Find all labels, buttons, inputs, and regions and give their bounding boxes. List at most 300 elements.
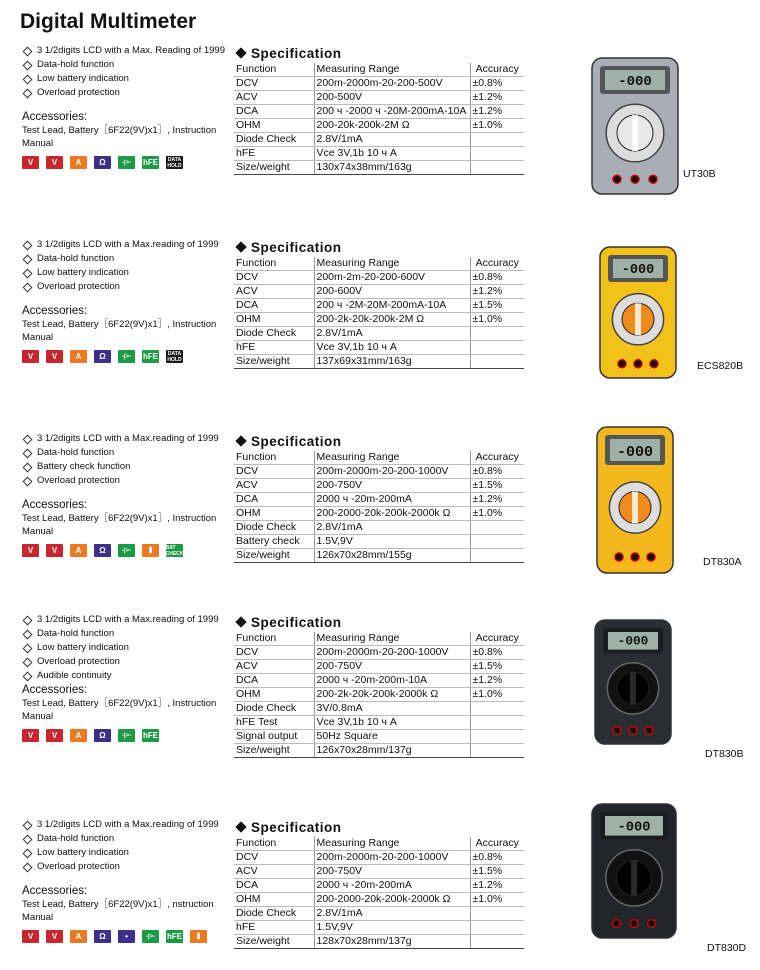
spec-row (234, 77, 524, 91)
spec-row (234, 465, 524, 479)
diamond-bullet-icon (23, 60, 33, 70)
spec-cell: Size/weight (234, 161, 314, 175)
spec-header-row (234, 63, 524, 77)
spec-row (234, 716, 524, 730)
lcd-readout: -000 (616, 444, 654, 461)
lcd-readout: -000 (621, 263, 655, 278)
spec-cell: 200-20k-200k-2M Ω (314, 119, 470, 133)
feature-text: Data-hold function (37, 628, 115, 639)
spec-cell (470, 521, 524, 535)
function-icon: -|>- (142, 930, 159, 943)
feature-item (22, 641, 232, 655)
function-icon: BAT CHECK (165, 544, 184, 557)
spec-header-row (234, 257, 524, 271)
spec-cell: DCV (234, 646, 314, 660)
feature-item (22, 252, 232, 266)
accessories-text: Test Lead, Battery［6F22(9V)x1］, Instruction Manual (22, 319, 217, 343)
spec-header-cell: Measuring Range (314, 632, 470, 646)
spec-cell: Size/weight (234, 935, 314, 949)
spec-cell: DCV (234, 851, 314, 865)
function-icon: V (46, 930, 63, 943)
spec-row (234, 327, 524, 341)
spec-cell: ±1.0% (470, 893, 524, 907)
feature-item (22, 818, 232, 832)
function-icon: hFE (142, 158, 159, 167)
spec-cell: 2000 ч -20m-200mA (314, 493, 470, 507)
spec-cell: OHM (234, 893, 314, 907)
feature-text: 3 1/2digits LCD with a Max.reading of 1999 (37, 819, 219, 830)
feature-text: Data-hold function (37, 59, 115, 70)
function-icon: A (70, 350, 87, 363)
feature-text: 3 1/2digits LCD with a Max. Reading of 1999 (37, 45, 225, 56)
spec-cell: ±1.5% (470, 865, 524, 879)
spec-row (234, 851, 524, 865)
spec-cell: ACV (234, 865, 314, 879)
spec-cell (470, 327, 524, 341)
feature-item (22, 627, 232, 641)
spec-header-cell: Accuracy (470, 837, 524, 851)
multimeter-part (613, 727, 621, 735)
spec-cell: Signal output (234, 730, 314, 744)
accessories-text: Test Lead, Battery［6F22(9V)x1］, Instruction Manual (22, 125, 217, 149)
diamond-bullet-icon (23, 282, 33, 292)
spec-row (234, 688, 524, 702)
spec-block (234, 613, 526, 758)
spec-cell: ±1.2% (470, 674, 524, 688)
spec-header-cell: Function (234, 451, 314, 465)
spec-row (234, 341, 524, 355)
feature-text: 3 1/2digits LCD with a Max.reading of 1999 (37, 614, 219, 625)
spec-cell: ±1.5% (470, 660, 524, 674)
diamond-bullet-icon (23, 448, 33, 458)
spec-cell: ±1.0% (470, 119, 524, 133)
spec-cell (470, 161, 524, 175)
feature-item (22, 846, 232, 860)
multimeter-image (590, 802, 678, 940)
spec-block (234, 238, 526, 369)
spec-block (234, 818, 526, 949)
spec-cell: 200-2k-20k-200k-2000k Ω (314, 688, 470, 702)
multimeter-part (612, 919, 620, 927)
function-icon: -|>- (118, 729, 135, 742)
function-icon: Ω (94, 544, 111, 557)
spec-cell: Diode Check (234, 702, 314, 716)
feature-text: Low battery indication (37, 642, 129, 653)
spec-row (234, 893, 524, 907)
spec-header-cell: Function (234, 63, 314, 77)
diamond-bullet-icon (23, 254, 33, 264)
spec-heading-text: Specification (251, 45, 342, 61)
spec-row (234, 507, 524, 521)
diamond-bullet-icon (23, 240, 33, 250)
feature-item (22, 58, 232, 72)
diamond-bullet-icon (23, 462, 33, 472)
spec-cell: ACV (234, 660, 314, 674)
diamond-bullet-icon (235, 47, 246, 58)
spec-row (234, 119, 524, 133)
spec-header-cell: Function (234, 257, 314, 271)
spec-cell: ±0.8% (470, 465, 524, 479)
function-icon: V (22, 350, 39, 363)
spec-row (234, 535, 524, 549)
feature-item (22, 86, 232, 100)
spec-header-cell: Measuring Range (314, 451, 470, 465)
spec-cell: Size/weight (234, 744, 314, 758)
spec-block (234, 44, 526, 175)
spec-cell: OHM (234, 313, 314, 327)
diamond-bullet-icon (23, 848, 33, 858)
spec-cell: ±0.8% (470, 271, 524, 285)
function-icon: ⫴ (142, 544, 159, 557)
lcd-readout: -000 (617, 633, 649, 649)
diamond-bullet-icon (235, 616, 246, 627)
spec-cell: 200-750V (314, 479, 470, 493)
function-icon: -|>- (118, 156, 135, 169)
feature-item (22, 266, 232, 280)
spec-header-cell: Accuracy (470, 63, 524, 77)
spec-row (234, 147, 524, 161)
feature-text: Low battery indication (37, 847, 129, 858)
spec-cell (470, 147, 524, 161)
spec-cell: ACV (234, 285, 314, 299)
spec-row (234, 865, 524, 879)
function-icon: hFE (142, 731, 159, 740)
function-icon: hFE (142, 352, 159, 361)
feature-item (22, 460, 232, 474)
spec-cell: DCA (234, 299, 314, 313)
spec-cell (470, 535, 524, 549)
spec-block (234, 432, 526, 563)
accessories-title: Accessories: (22, 684, 88, 696)
feature-list (22, 44, 232, 169)
spec-row (234, 355, 524, 369)
accessories-title: Accessories: (22, 305, 88, 317)
spec-cell: 1.5V,9V (314, 535, 470, 549)
spec-cell: ±1.0% (470, 507, 524, 521)
spec-header-cell: Accuracy (470, 451, 524, 465)
accessories-title: Accessories: (22, 885, 88, 897)
multimeter-part (647, 553, 655, 561)
diamond-bullet-icon (23, 834, 33, 844)
page-title: Digital Multimeter (20, 10, 197, 33)
spec-cell (470, 702, 524, 716)
spec-row (234, 105, 524, 119)
spec-header-cell: Measuring Range (314, 257, 470, 271)
spec-cell: ±1.2% (470, 91, 524, 105)
spec-cell (470, 935, 524, 949)
function-icon: A (70, 729, 87, 742)
feature-item (22, 669, 232, 683)
diamond-bullet-icon (23, 46, 33, 56)
spec-cell: 3V/0.8mA (314, 702, 470, 716)
spec-cell: DCV (234, 77, 314, 91)
spec-cell: 2.8V/1mA (314, 521, 470, 535)
spec-header-cell: Accuracy (470, 257, 524, 271)
function-icon: V (46, 156, 63, 169)
spec-cell: ±1.2% (470, 105, 524, 119)
spec-cell: 1.5V,9V (314, 921, 470, 935)
feature-text: 3 1/2digits LCD with a Max.reading of 1999 (37, 433, 219, 444)
function-icon: A (70, 156, 87, 169)
spec-row (234, 549, 524, 563)
multimeter-part (649, 175, 657, 183)
multimeter-image (595, 425, 675, 575)
diamond-bullet-icon (23, 643, 33, 653)
spec-cell: 200m-2000m-20-200-500V (314, 77, 470, 91)
feature-item (22, 44, 232, 58)
spec-row (234, 313, 524, 327)
multimeter-part (635, 303, 641, 335)
feature-item (22, 474, 232, 488)
spec-cell: hFE Test (234, 716, 314, 730)
feature-item (22, 613, 232, 627)
spec-cell: DCV (234, 271, 314, 285)
spec-cell (470, 341, 524, 355)
function-icon: -|>- (118, 350, 135, 363)
function-icon: A (70, 544, 87, 557)
function-icon: hFE (166, 932, 183, 941)
spec-cell: ±1.2% (470, 493, 524, 507)
spec-cell: Diode Check (234, 133, 314, 147)
spec-cell: ±0.8% (470, 851, 524, 865)
spec-cell: 200-2000-20k-200k-2000k Ω (314, 893, 470, 907)
spec-cell: DCA (234, 879, 314, 893)
multimeter-part (632, 492, 638, 524)
function-icons (22, 156, 232, 169)
diamond-bullet-icon (23, 88, 33, 98)
multimeter-image (598, 245, 678, 380)
function-icon: V (46, 544, 63, 557)
function-icons (22, 930, 232, 943)
spec-cell: DCA (234, 674, 314, 688)
spec-cell: 128x70x28mm/137g (314, 935, 470, 949)
feature-item (22, 446, 232, 460)
spec-cell: 200-750V (314, 865, 470, 879)
spec-row (234, 133, 524, 147)
multimeter-part (615, 553, 623, 561)
model-label: DT830B (705, 748, 744, 760)
spec-cell: OHM (234, 688, 314, 702)
spec-cell: ±1.2% (470, 879, 524, 893)
spec-cell: 130x74x38mm/163g (314, 161, 470, 175)
spec-cell: Diode Check (234, 521, 314, 535)
spec-header-cell: Function (234, 837, 314, 851)
diamond-bullet-icon (23, 268, 33, 278)
feature-list (22, 238, 232, 363)
diamond-bullet-icon (23, 657, 33, 667)
feature-item (22, 280, 232, 294)
spec-heading (234, 44, 526, 62)
spec-row (234, 730, 524, 744)
spec-heading-text: Specification (251, 433, 342, 449)
function-icon: V (22, 544, 39, 557)
spec-cell: Size/weight (234, 549, 314, 563)
feature-text: Audible continuity (37, 670, 112, 681)
diamond-bullet-icon (23, 476, 33, 486)
model-label: UT30B (683, 168, 716, 180)
spec-cell: ±0.8% (470, 646, 524, 660)
spec-cell: 2000 ч -20m-200m-10A (314, 674, 470, 688)
spec-cell: OHM (234, 119, 314, 133)
spec-row (234, 646, 524, 660)
function-icon: Ω (94, 930, 111, 943)
function-icon: A (70, 930, 87, 943)
spec-cell: 200-600V (314, 285, 470, 299)
spec-header-row (234, 632, 524, 646)
spec-cell: Vce 3V,1b 10 ч A (314, 341, 470, 355)
spec-row (234, 921, 524, 935)
spec-cell (470, 744, 524, 758)
spec-row (234, 674, 524, 688)
spec-cell (470, 716, 524, 730)
spec-cell (470, 549, 524, 563)
diamond-bullet-icon (235, 435, 246, 446)
spec-cell: 200-2k-20k-200k-2M Ω (314, 313, 470, 327)
feature-text: Low battery indication (37, 267, 129, 278)
spec-row (234, 702, 524, 716)
spec-cell: 126x70x28mm/137g (314, 744, 470, 758)
accessories-text: Test Lead, Battery［6F22(9V)x1］, nstruction Manual (22, 899, 214, 923)
spec-heading (234, 432, 526, 450)
multimeter-part (629, 727, 637, 735)
multimeter-part (632, 115, 638, 151)
spec-row (234, 299, 524, 313)
feature-text: Battery check function (37, 461, 131, 472)
feature-text: Overload protection (37, 861, 120, 872)
multimeter-part (630, 672, 636, 704)
spec-cell (470, 730, 524, 744)
spec-cell: Size/weight (234, 355, 314, 369)
spec-row (234, 493, 524, 507)
function-icon: V (22, 729, 39, 742)
spec-cell: Battery check (234, 535, 314, 549)
spec-cell: 2.8V/1mA (314, 133, 470, 147)
spec-row (234, 879, 524, 893)
feature-item (22, 238, 232, 252)
spec-cell: ±1.5% (470, 479, 524, 493)
spec-header-row (234, 451, 524, 465)
spec-row (234, 285, 524, 299)
spec-row (234, 521, 524, 535)
spec-cell: 200 ч -2000 ч -20M-200mA-10A (314, 105, 470, 119)
spec-cell: DCV (234, 465, 314, 479)
spec-table (234, 632, 524, 758)
function-icon: V (46, 729, 63, 742)
lcd-readout: -000 (618, 74, 652, 90)
multimeter-part (631, 553, 639, 561)
feature-text: Overload protection (37, 87, 120, 98)
function-icon: -|>- (118, 544, 135, 557)
feature-item (22, 860, 232, 874)
spec-cell: 2.8V/1mA (314, 327, 470, 341)
feature-text: Overload protection (37, 281, 120, 292)
function-icons (22, 544, 232, 557)
spec-cell (470, 355, 524, 369)
multimeter-part (618, 360, 626, 368)
spec-cell: hFE (234, 921, 314, 935)
function-icons (22, 350, 232, 363)
feature-item (22, 655, 232, 669)
spec-row (234, 91, 524, 105)
function-icon: V (46, 350, 63, 363)
spec-heading (234, 818, 526, 836)
spec-cell: 200-2000-20k-200k-2000k Ω (314, 507, 470, 521)
spec-heading-text: Specification (251, 614, 342, 630)
spec-cell: ACV (234, 91, 314, 105)
spec-cell: 2.8V/1mA (314, 907, 470, 921)
spec-cell: DCA (234, 493, 314, 507)
function-icons (22, 729, 232, 742)
diamond-bullet-icon (23, 615, 33, 625)
feature-list (22, 432, 232, 557)
feature-text: Data-hold function (37, 833, 115, 844)
spec-cell: OHM (234, 507, 314, 521)
feature-text: Low battery indication (37, 73, 129, 84)
spec-heading (234, 613, 526, 631)
spec-table (234, 63, 524, 175)
feature-text: Data-hold function (37, 447, 115, 458)
spec-cell: 50Hz Square (314, 730, 470, 744)
feature-item (22, 432, 232, 446)
multimeter-part (630, 919, 638, 927)
function-icon: Ω (94, 156, 111, 169)
feature-text: 3 1/2digits LCD with a Max.reading of 1999 (37, 239, 219, 250)
spec-row (234, 161, 524, 175)
spec-row (234, 744, 524, 758)
lcd-readout: -000 (617, 820, 651, 836)
multimeter-part (631, 860, 637, 895)
spec-cell: 2000 ч -20m-200mA (314, 879, 470, 893)
multimeter-image (593, 618, 673, 746)
model-label: DT830D (707, 942, 747, 954)
function-icon: DATA HOLD (167, 350, 182, 363)
spec-table (234, 451, 524, 563)
diamond-bullet-icon (23, 434, 33, 444)
spec-table (234, 837, 524, 949)
spec-cell: Diode Check (234, 327, 314, 341)
feature-list (22, 613, 232, 742)
spec-row (234, 660, 524, 674)
function-icon: ⫴ (190, 930, 207, 943)
spec-cell: 200 ч -2M-20M-200mA-10A (314, 299, 470, 313)
function-icon: DATA HOLD (167, 156, 182, 169)
spec-cell: ±0.8% (470, 77, 524, 91)
model-label: DT830A (703, 556, 742, 568)
accessories-text: Test Lead, Battery［6F22(9V)x1］, Instruction Manual (22, 698, 217, 722)
multimeter-part (634, 360, 642, 368)
spec-heading (234, 238, 526, 256)
feature-text: Data-hold function (37, 253, 115, 264)
function-icon: Ω (94, 729, 111, 742)
diamond-bullet-icon (23, 74, 33, 84)
spec-heading-text: Specification (251, 239, 342, 255)
spec-header-cell: Measuring Range (314, 837, 470, 851)
spec-cell: ±1.0% (470, 313, 524, 327)
spec-cell: ±1.2% (470, 285, 524, 299)
spec-cell: 200m-2000m-20-200-1000V (314, 851, 470, 865)
spec-cell (470, 133, 524, 147)
spec-cell (470, 921, 524, 935)
multimeter-part (613, 175, 621, 183)
spec-row (234, 907, 524, 921)
spec-cell: hFE (234, 147, 314, 161)
spec-cell: ±1.0% (470, 688, 524, 702)
accessories-title: Accessories: (22, 499, 88, 511)
spec-cell: 126x70x28mm/155g (314, 549, 470, 563)
function-icon: Ω (94, 350, 111, 363)
spec-cell: 137x69x31mm/163g (314, 355, 470, 369)
diamond-bullet-icon (235, 241, 246, 252)
